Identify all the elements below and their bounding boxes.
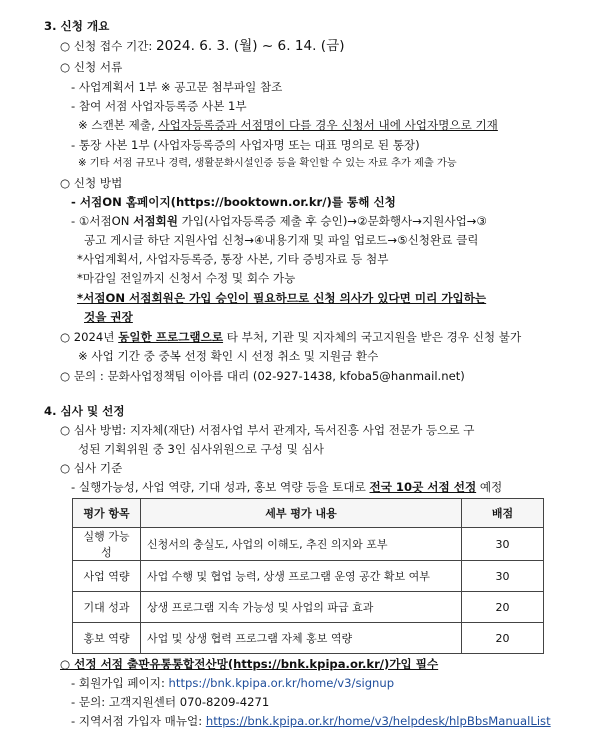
method-steps — [71, 214, 487, 229]
table-row — [73, 623, 544, 654]
method-steps-line2: 공고 게시글 하단 지원사업 신청→④내용기재 및 파일 업로드→⑤신청완료 클릭 — [84, 233, 479, 247]
docs-title: ○ 신청 서류 — [60, 60, 123, 74]
signup-manual-label: - 지역서점 가입자 매뉴얼: — [71, 714, 203, 728]
header-score: 배점 — [462, 499, 544, 528]
signup-page-line — [71, 676, 394, 691]
row-item: 기대 성과 — [73, 592, 141, 623]
evaluation-table — [72, 498, 544, 654]
signup-manual-line — [71, 714, 551, 729]
section3-title: 3. 신청 개요 — [44, 19, 110, 33]
signup-title: ○ 선정 서점 출판유통통합전산망(https://bnk.kpipa.or.kr/)가입 필수 — [60, 657, 439, 671]
duplicate-b: 동일한 프로그램으로 — [118, 330, 224, 344]
table-row — [73, 592, 544, 623]
table-header-row — [73, 499, 544, 528]
duplicate-support-line — [60, 330, 521, 345]
doc-extra-note: ※ 기타 서점 규모나 경력, 생활문화시설인증 등을 확인할 수 있는 자료 추가 제출 가능 — [78, 158, 457, 169]
table-row — [73, 528, 544, 561]
row-score: 20 — [462, 592, 544, 623]
row-detail: 사업 수행 및 협업 능력, 상생 프로그램 운영 공간 확보 여부 — [141, 561, 462, 592]
method-homepage: - 서점ON 홈페이지(https://booktown.or.kr/)를 통해 신청 — [71, 195, 396, 209]
doc-license: - 참여 서점 사업자등록증 사본 1부 — [71, 99, 247, 113]
method-steps-member: 서점회원 — [133, 214, 178, 228]
row-detail: 사업 및 상생 협력 프로그램 자체 홍보 역량 — [141, 623, 462, 654]
review-method-line2: 성된 기획위원 중 3인 심사위원으로 구성 및 심사 — [78, 442, 324, 456]
section4-title: 4. 심사 및 선정 — [44, 404, 125, 418]
doc-license-note — [78, 118, 498, 133]
duplicate-a: ○ 2024년 — [60, 330, 115, 344]
table-row — [73, 561, 544, 592]
criteria-desc-c: 예정 — [479, 480, 503, 494]
signup-page-link[interactable]: https://bnk.kpipa.or.kr/home/v3/signup — [168, 676, 395, 690]
method-steps-a: - ①서점ON — [71, 214, 130, 228]
criteria-desc — [71, 480, 502, 495]
method-deadline-note: *마감일 전일까지 신청서 수정 및 회수 가능 — [77, 271, 296, 285]
contact-line: ○ 문의 : 문화사업정책팀 이아름 대리 (02-927-1438, kfoba5@hanmail.net) — [60, 369, 465, 383]
method-steps-c: 가입(사업자등록증 제출 후 승인)→②문화행사→지원사업→③ — [181, 214, 487, 228]
doc-license-note-a: ※ 스캔본 제출, — [78, 118, 155, 132]
doc-plan: - 사업계획서 1부 ※ 공고문 첨부파일 참조 — [71, 80, 283, 94]
row-score: 20 — [462, 623, 544, 654]
period-line — [60, 39, 345, 54]
row-score: 30 — [462, 528, 544, 561]
method-title: ○ 신청 방법 — [60, 176, 123, 190]
row-detail: 신청서의 충실도, 사업의 이해도, 추진 의지와 포부 — [141, 528, 462, 561]
header-detail: 세부 평가 내용 — [141, 499, 462, 528]
duplicate-c: 타 부처, 기관 및 지자체의 국고지원을 받은 경우 신청 불가 — [226, 330, 522, 344]
criteria-desc-a: - 실행가능성, 사업 역량, 기대 성과, 홍보 역량 등을 토대로 — [71, 480, 366, 494]
row-detail: 상생 프로그램 지속 가능성 및 사업의 파급 효과 — [141, 592, 462, 623]
review-method-line1: ○ 심사 방법: 지자체(재단) 서점사업 부서 관계자, 독서진흥 사업 전문가 등으로 구 — [60, 423, 475, 437]
header-item: 평가 항목 — [73, 499, 141, 528]
signup-manual-link[interactable]: https://bnk.kpipa.or.kr/home/v3/helpdesk/hlpBbsManualList — [205, 714, 551, 728]
period-value: 2024. 6. 3. (월) ~ 6. 14. (금) — [155, 38, 345, 54]
row-item: 실행 가능성 — [73, 528, 141, 561]
period-label: ○ 신청 접수 기간: — [60, 39, 153, 53]
row-item: 홍보 역량 — [73, 623, 141, 654]
doc-license-note-b: 사업자등록증과 서점명이 다를 경우 신청서 내에 사업자명으로 기재 — [158, 118, 498, 132]
criteria-desc-b: 전국 10곳 서점 선정 — [369, 480, 477, 494]
signup-page-label: - 회원가입 페이지: — [71, 676, 165, 690]
row-item: 사업 역량 — [73, 561, 141, 592]
criteria-title: ○ 심사 기준 — [60, 461, 123, 475]
duplicate-note: ※ 사업 기간 중 중복 선정 확인 시 선정 취소 및 지원금 환수 — [78, 349, 379, 363]
method-attach-note: *사업계획서, 사업자등록증, 통장 사본, 기타 증빙자료 등 첨부 — [77, 252, 389, 266]
method-join-note: *서점ON 서점회원은 가입 승인이 필요하므로 신청 의사가 있다면 미리 가입하는 — [77, 291, 487, 305]
doc-bankbook: - 통장 사본 1부 (사업자등록증의 사업자명 또는 대표 명의로 된 통장) — [71, 138, 420, 152]
row-score: 30 — [462, 561, 544, 592]
signup-inquiry: - 문의: 고객지원센터 070-8209-4271 — [71, 695, 270, 709]
method-join-note-line2: 것을 권장 — [84, 310, 133, 324]
